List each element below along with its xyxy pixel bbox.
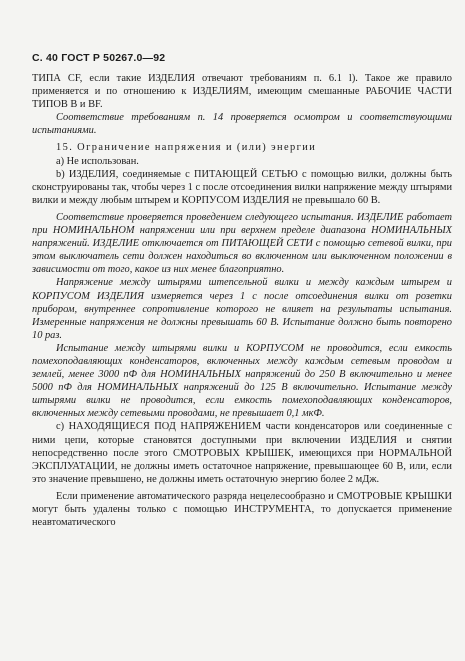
paragraph-compliance-14: Соответствие требованиям п. 14 проверяется осмотром и соответствующими испытаниями. [32,112,452,137]
paragraph-voltage-measure: Напряжение между штырями штепсельной вилки и между каждым штырем и КОРПУСОМ ИЗДЕЛИЯ измеряется через 1 с после отсоединения вилки от розетки прибором, внутреннее сопротивление которого не влияет на результаты испытания. Измеренные напряжения не должны превышать 60 В. Испытание должно быть повторено 10 раз. [32,277,452,341]
item-a: а) Не использован. [56,155,139,167]
page-header: С. 40 ГОСТ Р 50267.0—92 [32,52,166,64]
section-heading-15: 15. Ограничение напряжения и (или) энергии [56,142,317,154]
paragraph-continuation: ТИПА CF, если такие ИЗДЕЛИЯ отвечают требованиям п. 6.1 l). Такое же правило применяется и по отношению к ИЗДЕЛИЯМ, имеющим смешанные РАБОЧИЕ ЧАСТИ ТИПОВ В и BF. [32,73,452,111]
paragraph-test-exception: Испытание между штырями вилки и КОРПУСОМ не проводится, если емкость помехоподавляющих конденсаторов, включенных между каждым сетевым проводом и землей, менее 3000 пФ для НОМИНАЛЬНЫХ напряжений до 250 В включительно и менее 5000 пФ для НОМИНАЛЬНЫХ напряжений до 125 В включительно. Испытание между штырями вилки не проводится, если емкость помехоподавляющих конденсаторов, включенных между сетевыми проводами, не превышает 0,1 мкФ. [32,342,452,420]
paragraph-automatic-discharge: Если применение автоматического разряда нецелесообразно и СМОТРОВЫЕ КРЫШКИ могут быть удалены только с помощью ИНСТРУМЕНТА, то допускается применение неавтоматического [32,490,452,529]
item-b: b) ИЗДЕЛИЯ, соединяемые с ПИТАЮЩЕЙ СЕТЬЮ с помощью вилки, должны быть сконструированы так, чтобы через 1 с после отсоединения вилки напряжение между штырями вилки и между любым штырем и КОРПУСОМ ИЗДЕЛИЯ не превышало 60 В. [32,168,452,206]
document-body [32,72,452,529]
paragraph-test-procedure: Соответствие проверяется проведением следующего испытания. ИЗДЕЛИЕ работает при НОМИНАЛЬНОМ напряжении или при верхнем пределе диапазона НОМИНАЛЬНЫХ напряжений. ИЗДЕЛИЕ отключается от ПИТАЮЩЕЙ СЕТИ с помощью сетевой вилки, при этом выключатель сети должен находиться во включенном или выключенном положении в зависимости от того, какое из них менее благоприятно. [32,211,452,276]
item-c: с) НАХОДЯЩИЕСЯ ПОД НАПРЯЖЕНИЕМ части конденсаторов или соединенные с ними цепи, которые становятся доступными при включении ИЗДЕЛИЯ и снятии непосредственно после этого СМОТРОВЫХ КРЫШЕК, имеющихся при НОРМАЛЬНОЙ ЭКСПЛУАТАЦИИ, не должны иметь остаточное напряжение, превышающее 60 В, или, если это значение превышено, не должны иметь остаточную энергию более 2 мДж. [32,421,452,485]
